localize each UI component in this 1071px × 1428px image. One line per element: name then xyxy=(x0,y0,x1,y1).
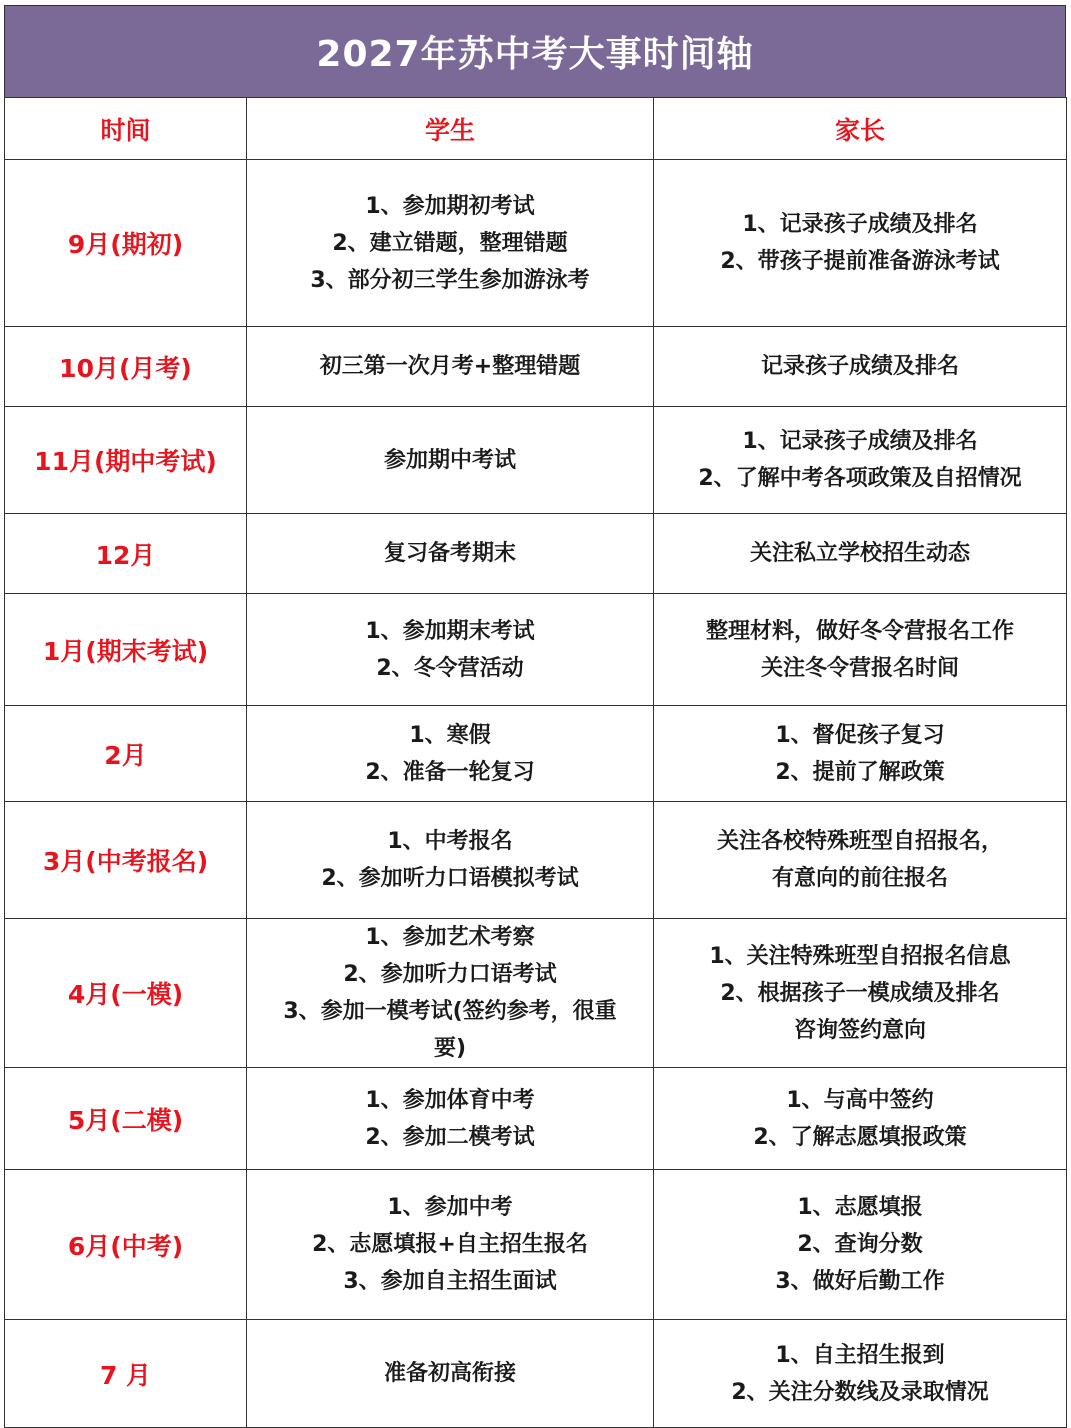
student-cell xyxy=(247,919,654,1068)
parent-line: 1、自主招生报到 xyxy=(775,1342,945,1368)
student-cell xyxy=(247,1320,654,1428)
parent-line: 1、记录孩子成绩及排名 xyxy=(742,429,978,454)
parent-line: 2、提前了解政策 xyxy=(775,759,945,785)
parent-line: 1、记录孩子成绩及排名 xyxy=(742,212,978,237)
student-cell xyxy=(247,407,654,514)
table-row xyxy=(5,919,1067,1068)
time-cell: 4月(一模) xyxy=(5,919,247,1068)
student-line: 2、建立错题，整理错题 xyxy=(332,230,568,256)
parent-line: 2、了解志愿填报政策 xyxy=(753,1124,967,1150)
parent-line: 关注私立学校招生动态 xyxy=(749,541,970,566)
student-cell xyxy=(247,706,654,802)
table-row xyxy=(5,407,1067,514)
student-line: 要) xyxy=(433,1036,467,1061)
timeline-sheet xyxy=(4,5,1066,1428)
parent-cell xyxy=(654,1068,1067,1170)
header-row xyxy=(5,98,1067,160)
table-row xyxy=(5,594,1067,706)
student-cell xyxy=(247,514,654,594)
header-parent: 家长 xyxy=(654,98,1067,160)
table-row xyxy=(5,327,1067,407)
parent-cell xyxy=(654,706,1067,802)
parent-line: 有意向的前往报名 xyxy=(771,866,948,891)
parent-cell xyxy=(654,919,1067,1068)
student-line: 复习备考期末 xyxy=(383,541,516,566)
table-row xyxy=(5,1320,1067,1428)
student-cell xyxy=(247,594,654,706)
time-cell: 5月(二模) xyxy=(5,1068,247,1170)
page-title: 2027年苏中考大事时间轴 xyxy=(4,5,1066,97)
header-time: 时间 xyxy=(5,98,247,160)
table-row xyxy=(5,514,1067,594)
parent-line: 3、做好后勤工作 xyxy=(775,1269,945,1294)
parent-line: 2、了解中考各项政策及自招情况 xyxy=(698,466,1022,491)
student-cell xyxy=(247,1068,654,1170)
student-cell xyxy=(247,327,654,407)
student-line: 1、中考报名 xyxy=(387,829,513,854)
parent-cell xyxy=(654,160,1067,327)
table-row xyxy=(5,160,1067,327)
time-cell: 3月(中考报名) xyxy=(5,802,247,919)
parent-cell xyxy=(654,802,1067,919)
student-line: 初三第一次月考+整理错题 xyxy=(319,354,581,379)
student-line: 1、参加艺术考察 xyxy=(365,925,535,950)
parent-cell xyxy=(654,1320,1067,1428)
table-row xyxy=(5,706,1067,802)
table-row xyxy=(5,1068,1067,1170)
parent-line: 1、与高中签约 xyxy=(786,1087,934,1113)
student-cell xyxy=(247,1170,654,1320)
student-line: 3、参加一模考试(签约参考，很重 xyxy=(283,999,617,1024)
student-line: 1、参加期末考试 xyxy=(365,618,535,644)
time-cell: 12月 xyxy=(5,514,247,594)
table-row xyxy=(5,802,1067,919)
time-cell: 10月(月考) xyxy=(5,327,247,407)
header-student: 学生 xyxy=(247,98,654,160)
parent-line: 1、志愿填报 xyxy=(797,1195,923,1220)
parent-line: 2、带孩子提前准备游泳考试 xyxy=(720,249,1000,274)
student-line: 2、参加二模考试 xyxy=(365,1124,535,1150)
parent-line: 关注冬令营报名时间 xyxy=(760,655,959,681)
student-line: 2、志愿填报+自主招生报名 xyxy=(312,1232,588,1257)
parent-line: 1、督促孩子复习 xyxy=(775,722,945,748)
parent-cell xyxy=(654,594,1067,706)
parent-line: 关注各校特殊班型自招报名， xyxy=(716,829,1003,854)
parent-line: 1、关注特殊班型自招报名信息 xyxy=(709,943,1011,969)
student-line: 1、参加中考 xyxy=(387,1195,513,1220)
student-cell xyxy=(247,160,654,327)
student-cell xyxy=(247,802,654,919)
student-line: 1、参加体育中考 xyxy=(365,1087,535,1113)
time-cell: 9月(期初) xyxy=(5,160,247,327)
student-line: 2、参加听力口语考试 xyxy=(343,962,557,987)
parent-line: 整理材料，做好冬令营报名工作 xyxy=(705,618,1014,644)
student-line: 参加期中考试 xyxy=(383,447,516,473)
parent-cell xyxy=(654,327,1067,407)
student-line: 3、部分初三学生参加游泳考 xyxy=(310,267,590,293)
student-line: 2、参加听力口语模拟考试 xyxy=(321,866,579,891)
table-row xyxy=(5,1170,1067,1320)
time-cell: 11月(期中考试) xyxy=(5,407,247,514)
student-line: 2、冬令营活动 xyxy=(376,655,524,681)
time-cell: 7 月 xyxy=(5,1320,247,1428)
time-cell: 6月(中考) xyxy=(5,1170,247,1320)
student-line: 1、参加期初考试 xyxy=(365,193,535,219)
timeline-table xyxy=(4,97,1067,1428)
student-line: 1、寒假 xyxy=(409,722,491,748)
student-line: 准备初高衔接 xyxy=(383,1361,516,1386)
time-cell: 2月 xyxy=(5,706,247,802)
time-cell: 1月(期末考试) xyxy=(5,594,247,706)
parent-line: 咨询签约意向 xyxy=(793,1017,926,1043)
parent-cell xyxy=(654,407,1067,514)
parent-line: 记录孩子成绩及排名 xyxy=(760,354,959,379)
parent-line: 2、关注分数线及录取情况 xyxy=(731,1379,989,1405)
parent-cell xyxy=(654,514,1067,594)
parent-cell xyxy=(654,1170,1067,1320)
student-line: 3、参加自主招生面试 xyxy=(343,1269,557,1294)
student-line: 2、准备一轮复习 xyxy=(365,759,535,785)
parent-line: 2、查询分数 xyxy=(797,1232,923,1257)
parent-line: 2、根据孩子一模成绩及排名 xyxy=(720,980,1000,1006)
